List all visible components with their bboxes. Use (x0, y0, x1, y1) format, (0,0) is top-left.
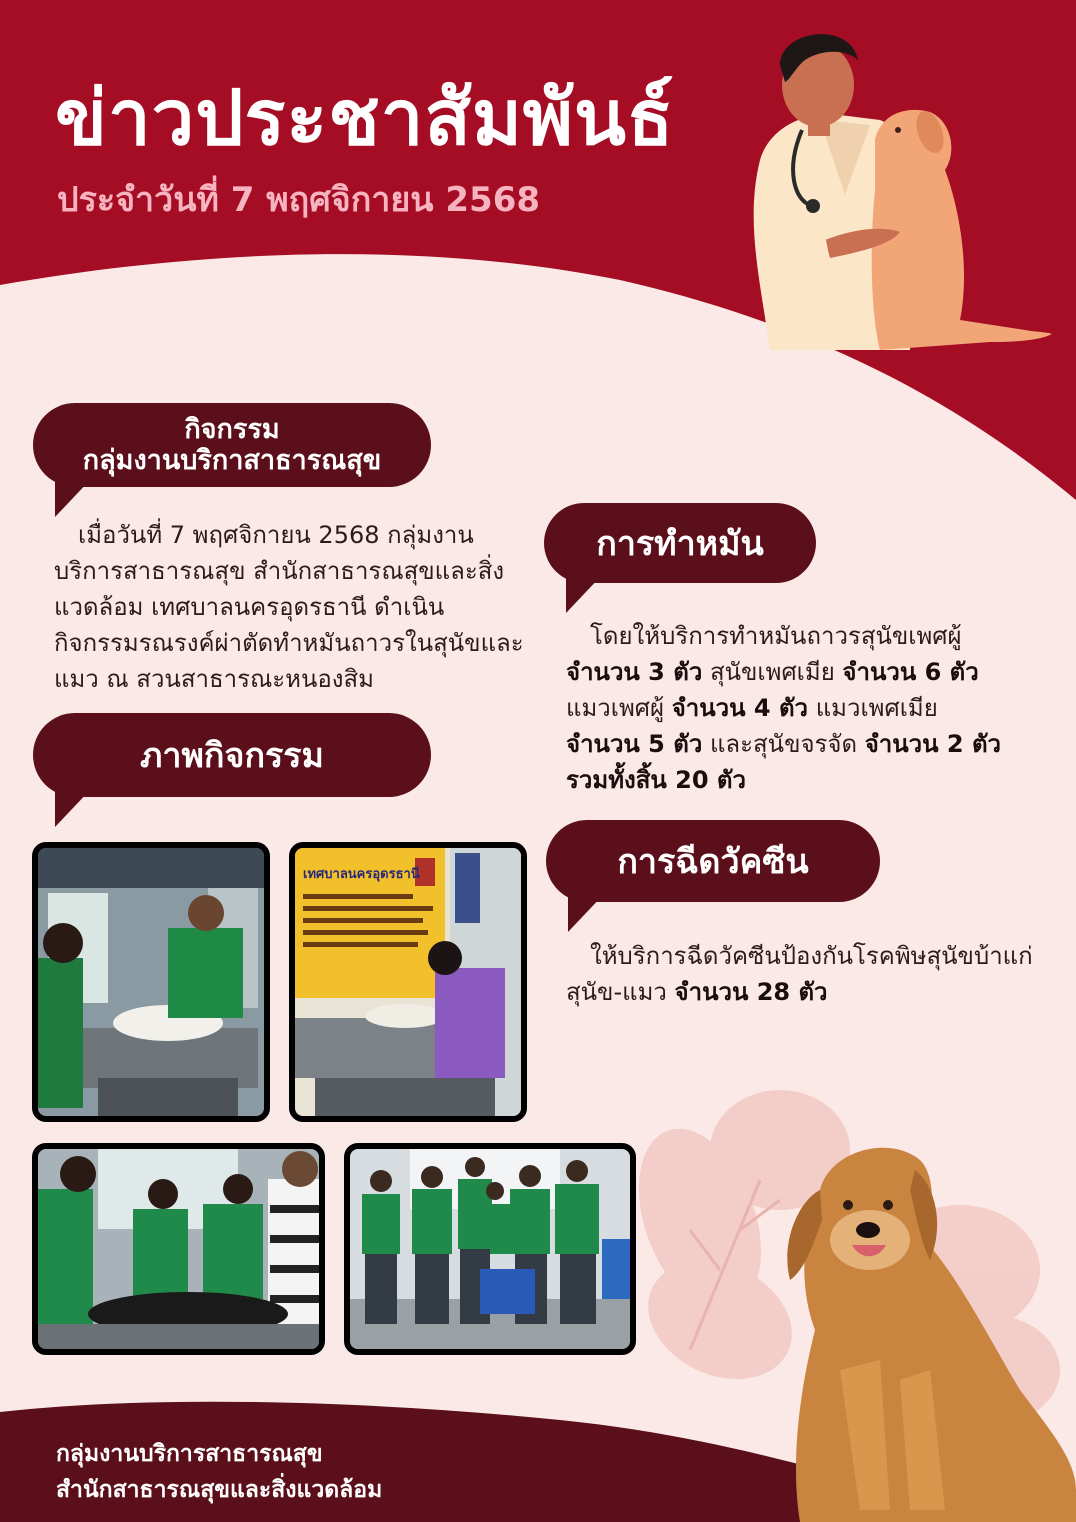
activity-photo-team (344, 1143, 636, 1355)
count-female-cats: จำนวน 5 ตัว (566, 730, 703, 758)
label-stray-dogs: และสุนัขจรจัด (709, 730, 858, 758)
vet-with-dog-illustration (730, 20, 1060, 370)
activity-photo-treatment (32, 1143, 325, 1355)
count-female-dogs: จำนวน 6 ตัว (842, 658, 979, 686)
vaccination-heading: การฉีดวัคซีน (617, 842, 809, 882)
sterilization-total: รวมทั้งสิ้น 20 ตัว (566, 766, 746, 794)
count-male-cats: จำนวน 4 ตัว (671, 694, 809, 722)
golden-retriever-photo (760, 1130, 1076, 1522)
footer-department: กลุ่มงานบริการสาธารณสุข (56, 1441, 323, 1467)
footer-office: สำนักสาธารณสุขและสิ่งแวดล้อม (56, 1477, 383, 1503)
page-title: ข่าวประชาสัมพันธ์ (55, 73, 675, 162)
count-stray-dogs: จำนวน 2 ตัว (864, 730, 1002, 758)
vaccination-count: จำนวน 28 ตัว (674, 978, 828, 1006)
vaccination-description (566, 938, 1056, 1010)
activity-photo-surgery-2 (289, 842, 527, 1122)
activity-description: เมื่อวันที่ 7 พฤศจิกายน 2568 กลุ่มงานบริการสาธารณสุข สำนักสาธารณสุขและสิ่งแวดล้อม เทศบาลนครอุดรธานี ดำเนินกิจกรรมรณรงค์ผ่าตัดทำหมันถาวรในสุนัขและแมว ณ สวนสาธารณะหนองสิม (54, 521, 524, 693)
activity-heading-line1: กิจกรรม (184, 414, 280, 445)
speech-tail (566, 575, 602, 613)
sterilization-heading: การทำหมัน (596, 524, 764, 564)
label-male-cats: แมวเพศผู้ (566, 694, 665, 722)
activity-photo-surgery-1 (32, 842, 270, 1122)
photos-heading: ภาพกิจกรรม (140, 736, 324, 776)
speech-tail (55, 789, 91, 827)
activity-heading-bubble (33, 403, 431, 487)
activity-heading-line2: กลุ่มงานบริกาสาธารณสุข (82, 445, 382, 476)
vaccination-heading-bubble (546, 820, 880, 902)
sterilization-description (566, 618, 1046, 798)
label-female-cats: แมวเพศเมีย (815, 694, 938, 722)
page-subtitle-date: ประจำวันที่ 7 พฤศจิกายน 2568 (57, 180, 541, 220)
sterilization-heading-bubble (544, 503, 816, 583)
label-female-dogs: สุนัขเพศเมีย (709, 658, 835, 686)
poster-title: เทศบาลนครอุดรธานี (303, 867, 420, 882)
speech-tail (568, 894, 604, 932)
photos-heading-bubble (33, 713, 431, 797)
vaccination-text: ให้บริการฉีดวัคซีนป้องกันโรคพิษสุนัขบ้าแก่สุนัข-แมว (566, 942, 1033, 1006)
sterilization-intro: โดยให้บริการทำหมันถาวรสุนัขเพศผู้ (590, 622, 962, 650)
count-male-dogs: จำนวน 3 ตัว (566, 658, 703, 686)
speech-tail (55, 479, 91, 517)
